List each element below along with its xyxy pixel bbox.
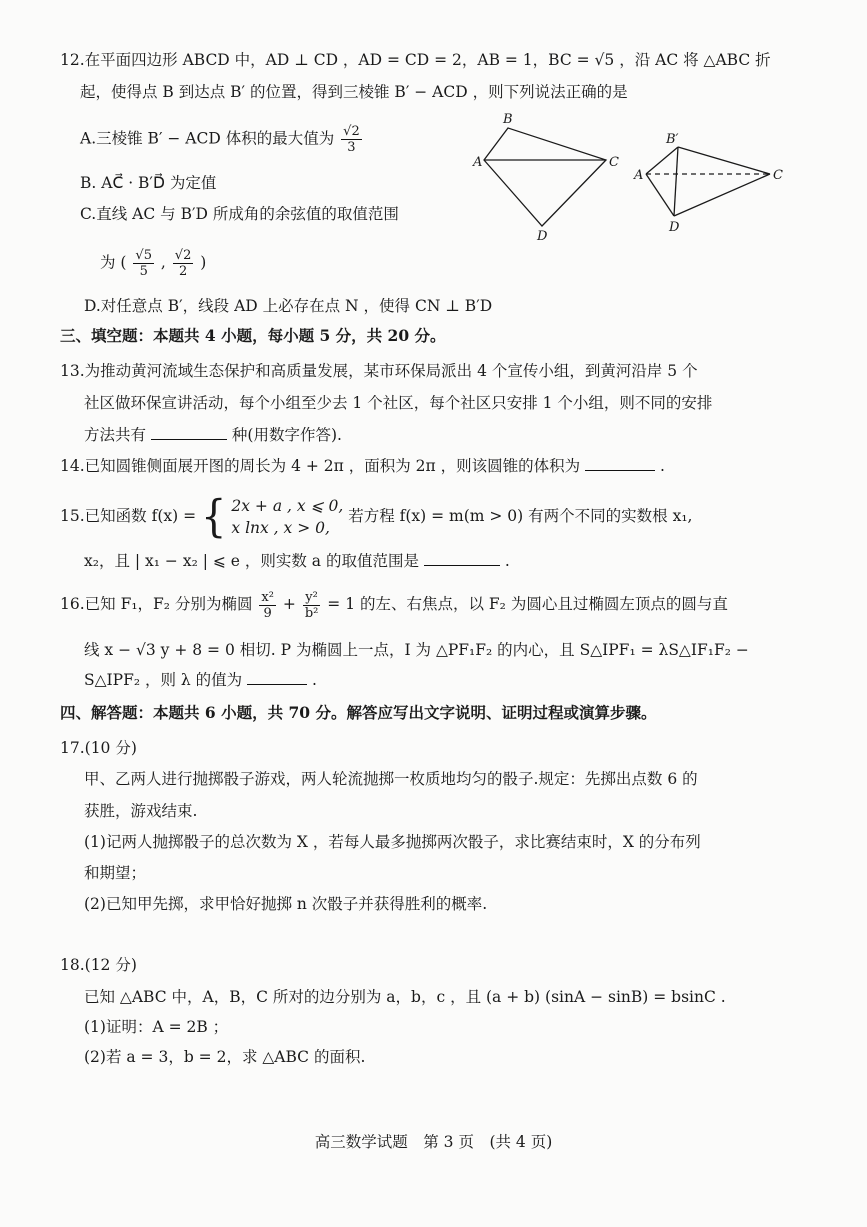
q17-line2: 获胜，游戏结束. xyxy=(84,802,198,820)
fraction-denominator: 9 xyxy=(263,605,272,621)
q18-head: 18.(12 分) xyxy=(60,956,137,974)
q12-option-a-text: A.三棱锥 B′ − ACD 体积的最大值为 xyxy=(80,129,335,148)
q15-line2-end: . xyxy=(504,552,510,570)
edge-bc xyxy=(678,147,770,174)
q14-answer-blank xyxy=(585,456,655,471)
range-upper-fraction xyxy=(173,248,194,279)
edge-bd xyxy=(674,147,678,216)
q12-option-b: B. AC⃗ · B′D⃗ 为定值 xyxy=(80,174,217,192)
q16-plus: + xyxy=(282,595,296,613)
q15-case1: 2x + a , x ⩽ 0, xyxy=(231,497,344,515)
fig1-label-c: C xyxy=(609,155,619,170)
q13-line3-end: 种(用数字作答). xyxy=(231,426,342,444)
edge-ad xyxy=(646,174,674,216)
q13-line3-text: 方法共有 xyxy=(84,426,147,444)
fraction-numerator: √2 xyxy=(174,248,192,263)
q13-answer-blank xyxy=(151,425,227,440)
section-solve-heading: 四、解答题：本题共 6 小题，共 70 分。解答应写出文字说明、证明过程或演算步骤。 xyxy=(60,703,657,722)
q18-part2: (2)若 a = 3，b = 2，求 △ABC 的面积. xyxy=(84,1048,366,1066)
q16-line2: 线 x − √3 y + 8 = 0 相切. P 为椭圆上一点，I 为 △PF₁F₂ 的内心，且 S△IPF₁ = λS△IF₁F₂ − xyxy=(84,641,749,659)
q16-fraction-y xyxy=(303,590,321,621)
q15-suffix: 若方程 f(x) = m(m > 0) 有两个不同的实数根 x₁, xyxy=(348,507,693,525)
q12-option-d: D.对任意点 B′，线段 AD 上必存在点 N ，使得 CN ⊥ B′D xyxy=(84,297,493,315)
q18-line1: 已知 △ABC 中，A，B，C 所对的边分别为 a，b，c ，且 (a + b) (sinA − sinB) = bsinC . xyxy=(84,988,726,1006)
q16-line1 xyxy=(60,582,728,626)
fraction-numerator: √5 xyxy=(135,248,152,263)
q12-option-a-fraction xyxy=(341,124,362,155)
fraction-denominator: b² xyxy=(304,605,319,621)
q18-part1: (1)证明：A = 2B ； xyxy=(84,1018,229,1036)
q16-answer-blank xyxy=(247,670,307,685)
page-footer: 高三数学试题 第 3 页 (共 4 页) xyxy=(314,1133,553,1151)
q13-line3 xyxy=(84,424,342,446)
fraction-denominator: 3 xyxy=(347,140,356,155)
fig1-label-a: A xyxy=(473,155,483,170)
q17-head: 17.(10 分) xyxy=(60,739,137,757)
q12-line2: 起，使得点 B 到达点 B′ 的位置，得到三棱锥 B′ − ACD ，则下列说法正确的是 xyxy=(80,83,628,101)
q12-option-c-range xyxy=(100,248,206,279)
fig2-label-c: C xyxy=(773,168,783,183)
q16-line3-end: . xyxy=(312,671,317,689)
q17-part1-cont: 和期望； xyxy=(84,864,147,882)
fraction-numerator: y² xyxy=(303,590,321,606)
quadrilateral-figure xyxy=(470,112,630,247)
q16-line3-text: S△IPF₂ ，则 λ 的值为 xyxy=(84,671,243,689)
fig2-label-d: D xyxy=(669,220,680,235)
q12-line1: 12.在平面四边形 ABCD 中，AD ⊥ CD ，AD = CD = 2，AB = 1，BC = √5 ，沿 AC 将 △ABC 折 xyxy=(60,51,771,69)
quadrilateral-outline xyxy=(484,128,606,226)
q15-piecewise xyxy=(231,495,343,539)
q12-option-c: C.直线 AC 与 B′D 所成角的余弦值的取值范围 xyxy=(80,205,399,223)
q13-line1: 13.为推动黄河流域生态保护和高质量发展，某市环保局派出 4 个宣传小组，到黄河沿岸 5 个 xyxy=(60,362,698,380)
q15-prefix: 15.已知函数 f(x) = xyxy=(60,507,197,525)
tetrahedron-figure xyxy=(630,130,790,235)
q12-option-a xyxy=(80,124,364,155)
q17-part1: (1)记两人抛掷骰子的总次数为 X ，若每人最多抛掷两次骰子，求比赛结束时，X 的分布列 xyxy=(84,833,701,851)
fig2-label-a: A xyxy=(634,168,644,183)
q16-fraction-x xyxy=(259,590,276,621)
q14-text: 14.已知圆锥侧面展开图的周长为 4 + 2π ，面积为 2π ，则该圆锥的体积为 xyxy=(60,457,581,475)
q14-end: . xyxy=(660,457,665,475)
fig2-label-b: B′ xyxy=(666,132,679,147)
range-lower-fraction xyxy=(133,248,154,279)
fraction-numerator: √2 xyxy=(343,124,360,139)
q17-line1: 甲、乙两人进行抛掷骰子游戏，两人轮流抛掷一枚质地均匀的骰子.规定：先掷出点数 6 的 xyxy=(84,770,698,788)
range-comma: , xyxy=(160,253,166,272)
fig1-label-d: D xyxy=(537,229,548,244)
q15-brace: { xyxy=(201,491,227,543)
q15-line1 xyxy=(60,491,693,543)
q15-answer-blank xyxy=(424,551,500,566)
section-fill-in-heading: 三、填空题：本题共 4 小题，每小题 5 分，共 20 分。 xyxy=(60,326,446,345)
q13-line2: 社区做环保宣讲活动，每个小组至少去 1 个社区，每个社区只安排 1 个小组，则不同的安排 xyxy=(84,394,713,412)
q17-part2: (2)已知甲先掷，求甲恰好抛掷 n 次骰子并获得胜利的概率. xyxy=(84,895,488,913)
q14-line xyxy=(60,455,665,477)
fraction-denominator: 2 xyxy=(178,264,188,279)
range-open: 为 ( xyxy=(100,253,127,272)
fraction-denominator: 5 xyxy=(139,264,148,279)
q15-line2 xyxy=(84,550,510,572)
q16-line3 xyxy=(84,669,317,691)
fig1-label-b: B xyxy=(503,112,513,127)
range-close: ) xyxy=(200,253,207,272)
edge-ab xyxy=(646,147,678,174)
q16-prefix: 16.已知 F₁，F₂ 分别为椭圆 xyxy=(60,595,253,613)
q16-suffix: = 1 的左、右焦点，以 F₂ 为圆心且过椭圆左顶点的圆与直 xyxy=(327,595,728,613)
q15-line2-text: x₂，且 | x₁ − x₂ | ⩽ e ，则实数 a 的取值范围是 xyxy=(84,552,419,570)
edge-dc xyxy=(674,174,770,216)
q15-case2: x lnx , x > 0, xyxy=(231,519,330,537)
fraction-numerator: x² xyxy=(261,589,274,605)
